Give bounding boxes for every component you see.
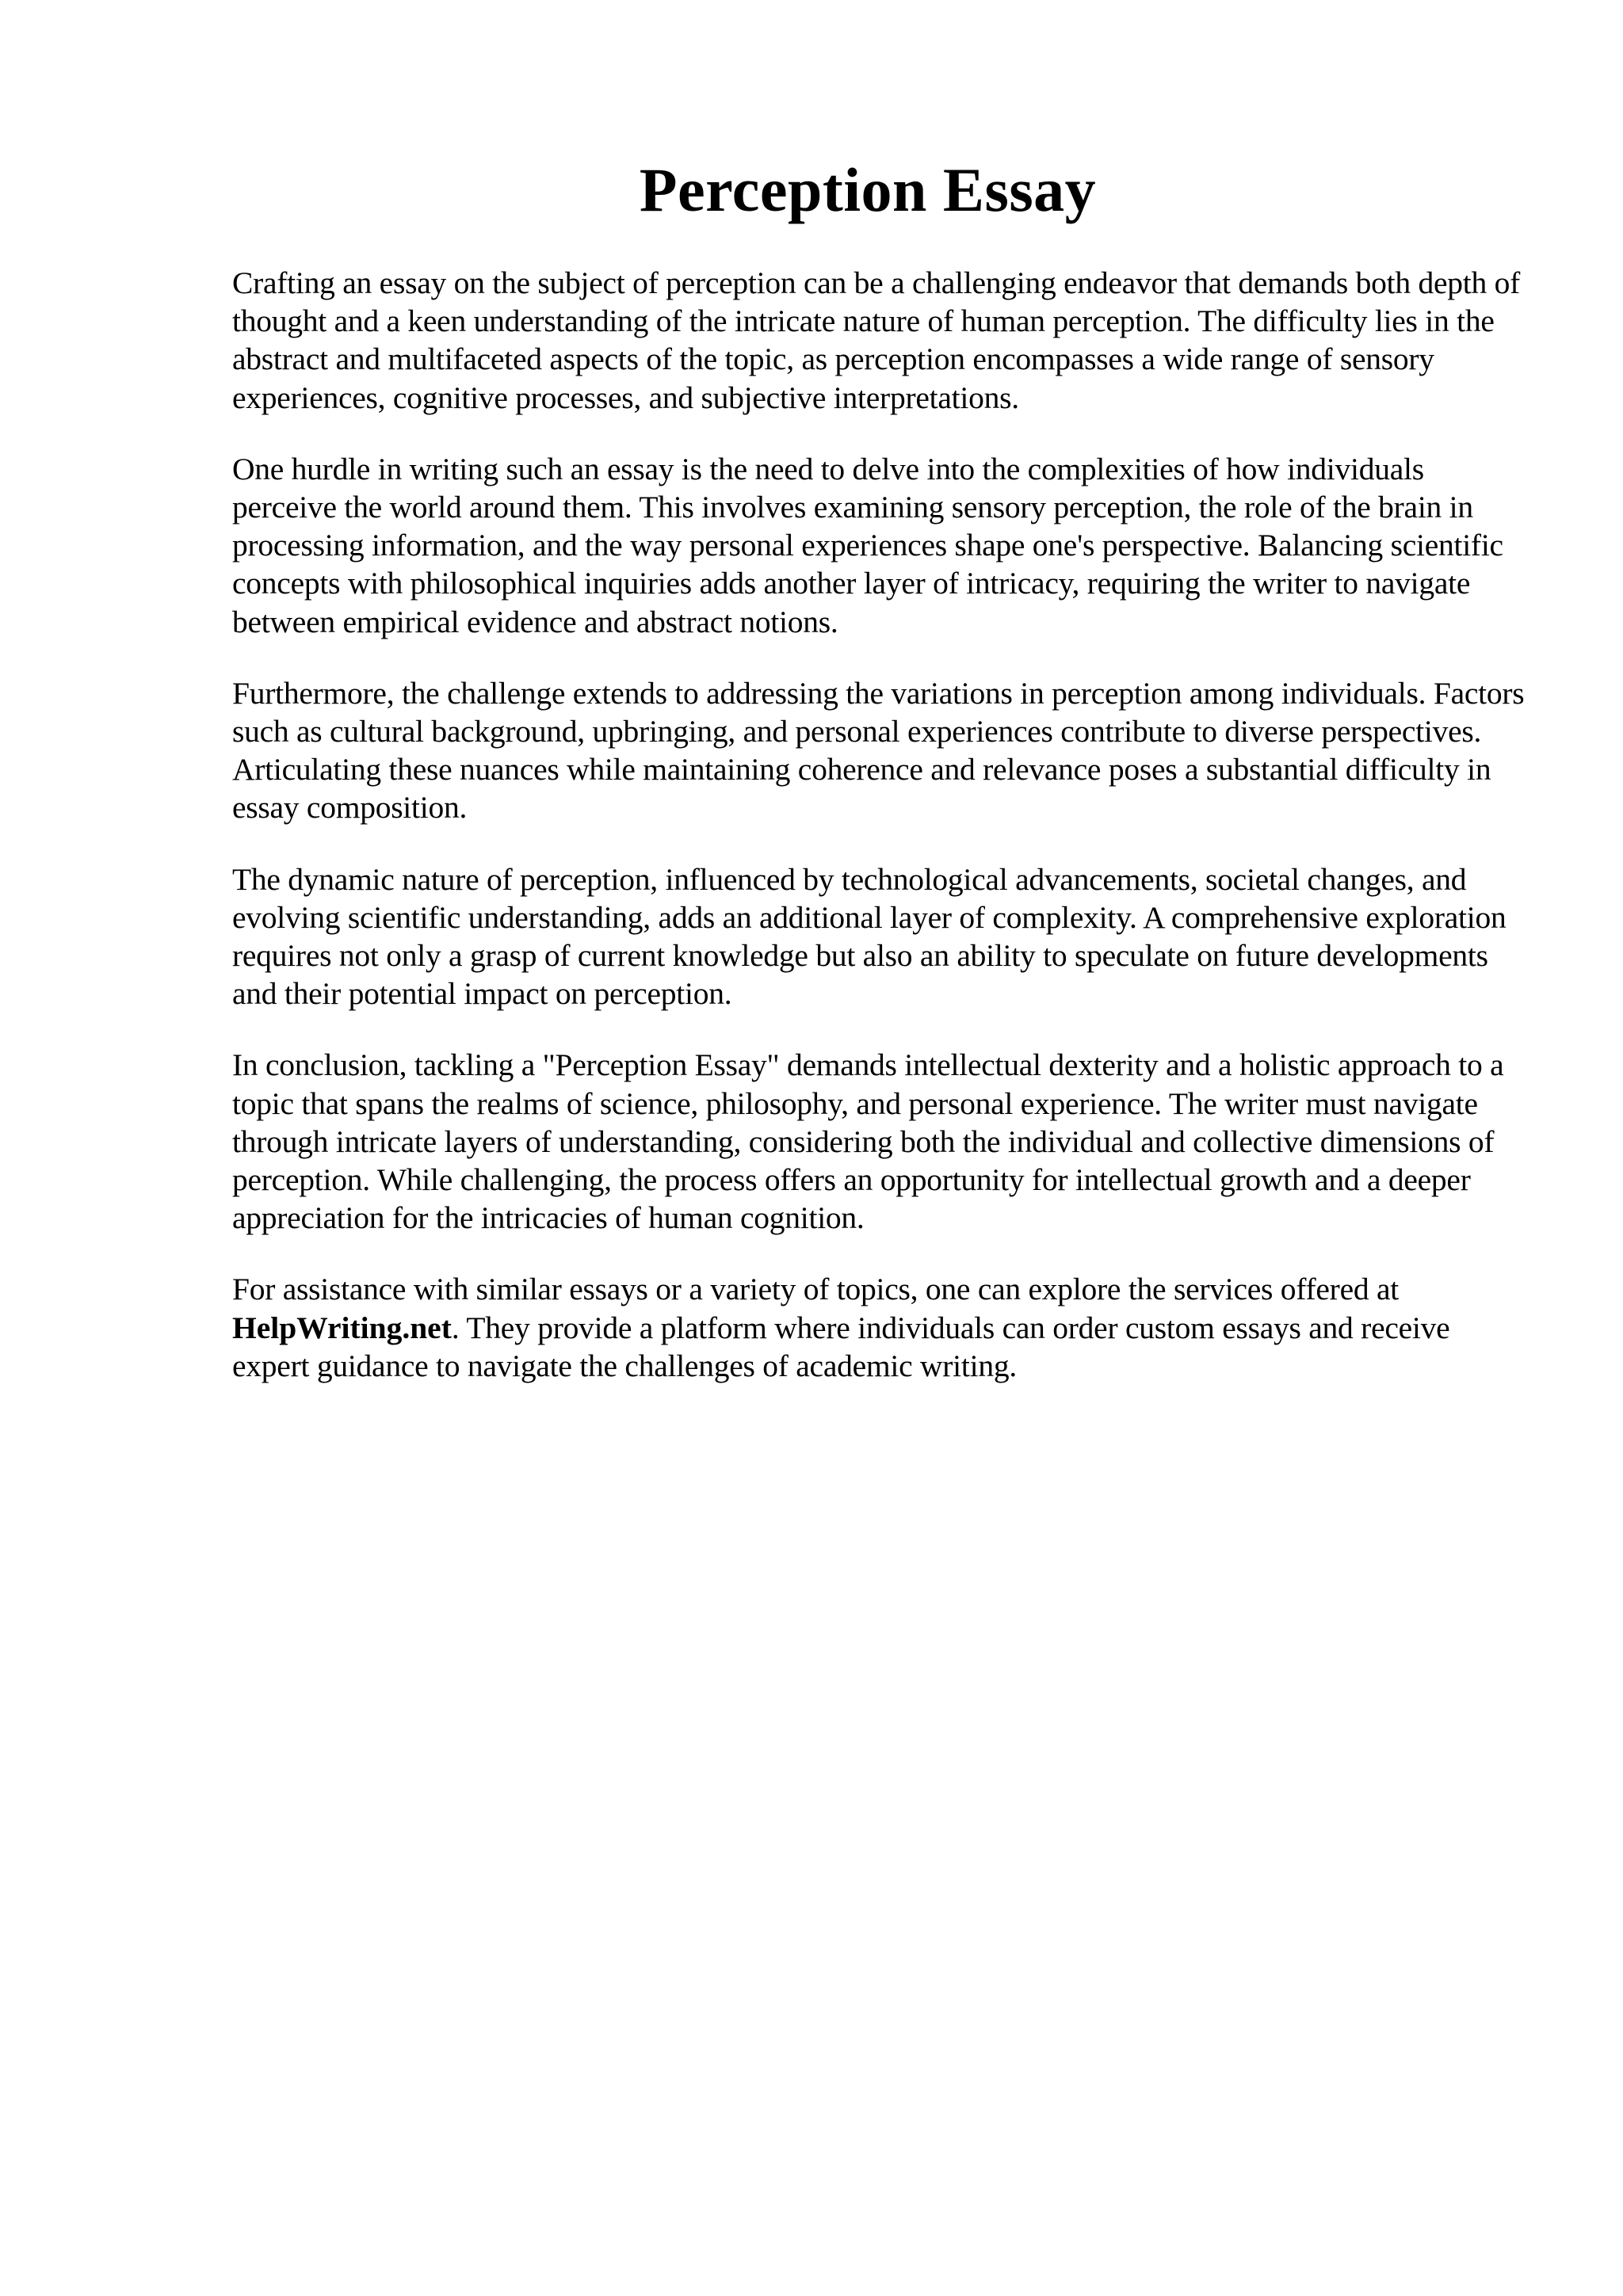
- essay-body: [232, 264, 1532, 1418]
- paragraph-1: Crafting an essay on the subject of perception can be a challenging endeavor that demands both depth of thought and a keen understanding of the intricate nature of human perception. The difficulty lies in the abstract and multifaceted aspects of the topic, as perception encompasses a wide range of sensory experiences, cognitive processes, and subjective interpretations.: [232, 265, 1521, 415]
- paragraph-3: Furthermore, the challenge extends to addressing the variations in perception among individuals. Factors such as cultural background, upbringing, and personal experiences contribute to diverse perspectives. Articulating these nuances while maintaining coherence and relevance poses a substantial difficulty in essay composition.: [232, 675, 1525, 826]
- page-title: Perception Essay: [639, 155, 1097, 224]
- paragraph-4: The dynamic nature of perception, influenced by technological advancements, societal changes, and evolving scientific understanding, adds an additional layer of complexity. A comprehensive exploration requires not only a grasp of current knowledge but also an ability to speculate on future developments and their potential impact on perception.: [232, 861, 1507, 1012]
- closing-text-before: For assistance with similar essays or a variety of topics, one can explore the services offered at: [232, 1272, 1399, 1307]
- helpwriting-link[interactable]: HelpWriting.net: [232, 1310, 452, 1345]
- paragraph-2: One hurdle in writing such an essay is the need to delve into the complexities of how individuals perceive the world around them. This involves examining sensory perception, the role of the brain in processing information, and the way personal experiences shape one's perspective. Balancing scientific concepts with philosophical inquiries adds another layer of intricacy, requiring the writer to navigate between empirical evidence and abstract notions.: [232, 451, 1503, 639]
- closing-paragraph: [232, 1270, 1532, 1385]
- paragraph-5: In conclusion, tackling a "Perception Essay" demands intellectual dexterity and a holistic approach to a topic that spans the realms of science, philosophy, and personal experience. The writer must navigate through intricate layers of understanding, considering both the individual and collective dimensions of perception. While challenging, the process offers an opportunity for intellectual growth and a deeper appreciation for the intricacies of human cognition.: [232, 1047, 1504, 1236]
- closing-text-after: . They provide a platform where individuals can order custom essays and receive expert guidance to navigate the challenges of academic writing.: [232, 1310, 1450, 1383]
